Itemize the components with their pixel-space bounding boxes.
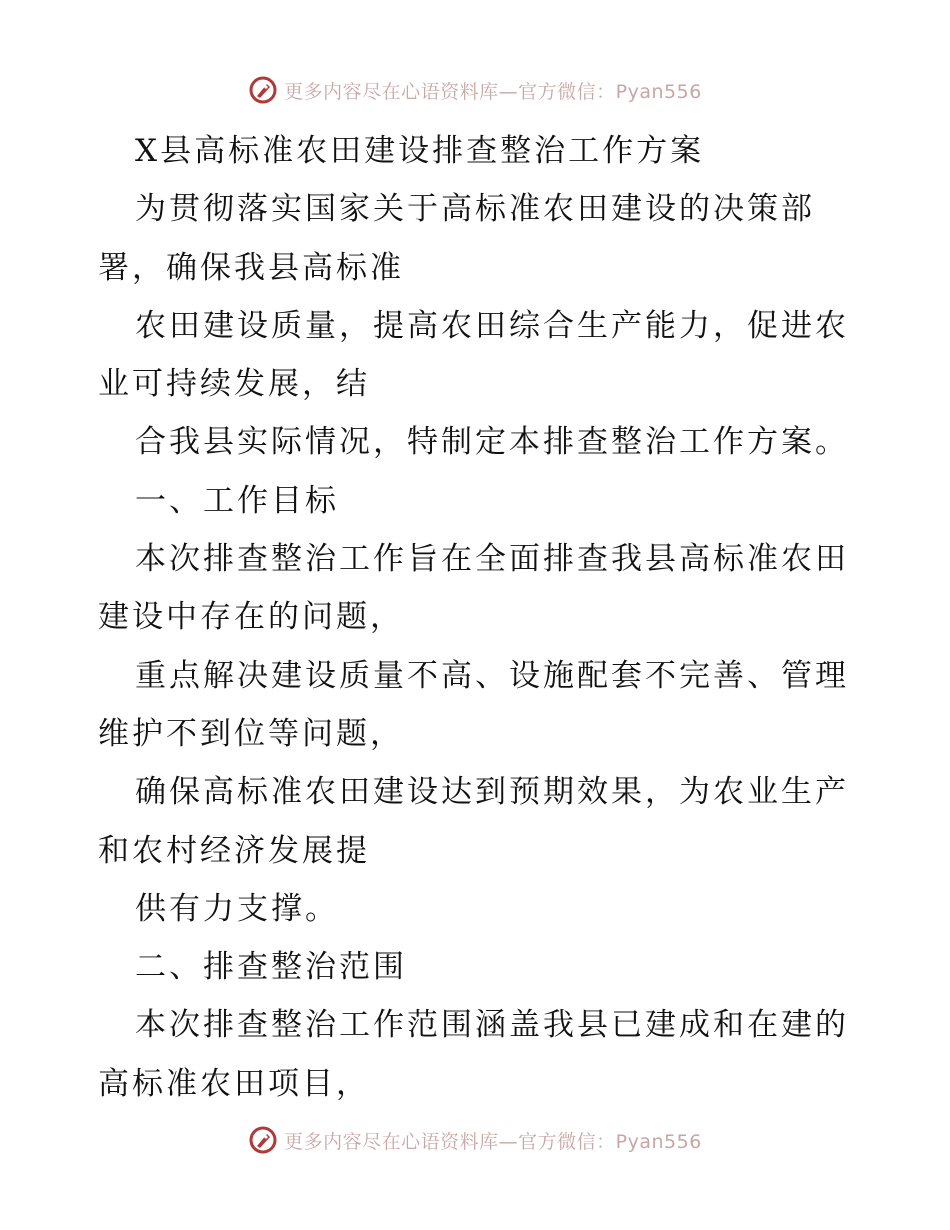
section-heading: 一、工作目标: [135, 482, 339, 519]
paragraph-line: 本次排查整治工作范围涵盖我县已建成和在建的: [135, 1007, 849, 1044]
header-banner: [0, 70, 950, 110]
document-title: X县高标准农田建设排查整治工作方案: [135, 133, 705, 169]
paragraph-line: 署，确保我县高标准: [98, 249, 404, 286]
pen-nib-seal-icon: [248, 75, 278, 105]
paragraph-line: 高标准农田项目，: [98, 1065, 370, 1102]
paragraph-line: 合我县实际情况，特制定本排查整治工作方案。: [135, 424, 849, 461]
paragraph-line: 业可持续发展，结: [98, 366, 370, 403]
section-heading: 二、排查整治范围: [135, 949, 407, 986]
paragraph-line: 建设中存在的问题，: [98, 599, 404, 636]
footer-banner: [0, 1120, 950, 1160]
paragraph-line: 农田建设质量，提高农田综合生产能力，促进农: [135, 307, 849, 344]
banner-text: 更多内容尽在心语资料库—官方微信：Pyan556: [284, 80, 702, 103]
paragraph-line: 维护不到位等问题，: [98, 715, 404, 752]
paragraph-line: 本次排查整治工作旨在全面排查我县高标准农田: [135, 541, 849, 578]
paragraph-line: 和农村经济发展提: [98, 832, 370, 869]
paragraph-line: 确保高标准农田建设达到预期效果，为农业生产: [135, 774, 849, 811]
document-body: [98, 122, 858, 1113]
pen-nib-seal-icon: [248, 1125, 278, 1155]
paragraph-line: 为贯彻落实国家关于高标准农田建设的决策部: [135, 191, 815, 228]
banner-text: 更多内容尽在心语资料库—官方微信：Pyan556: [284, 1130, 702, 1153]
paragraph-line: 供有力支撑。: [135, 890, 339, 927]
paragraph-line: 重点解决建设质量不高、设施配套不完善、管理: [135, 657, 849, 694]
